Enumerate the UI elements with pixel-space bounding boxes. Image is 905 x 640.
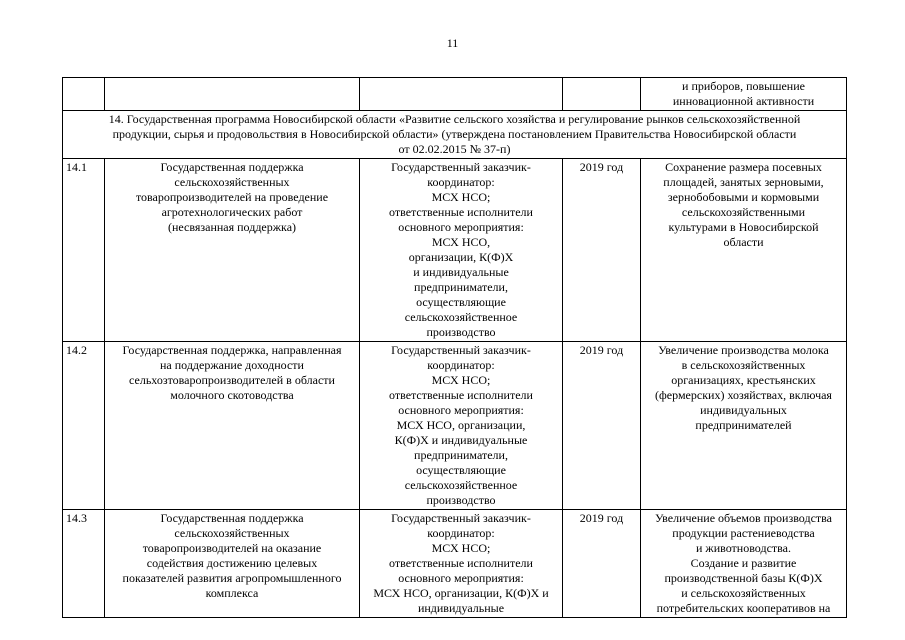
activity-name: Государственная поддержка сельскохозяйственных товаропроизводителей на оказание содействия достижению целевых показателей развития агропромышленного комплекса	[105, 510, 360, 618]
activity-name: Государственная поддержка, направленная на поддержание доходности сельхозтоваропроизводителей в области молочного скотоводства	[105, 342, 360, 510]
name-cell	[105, 78, 360, 111]
executor: Государственный заказчик- координатор: МСХ НСО; ответственные исполнители основного мероприятия: МСХ НСО, организации, К(Ф)Х и индивидуальные предприниматели, осуществляющие сельскохозяйственное производство	[360, 159, 563, 342]
row-number: 14.3	[63, 510, 105, 618]
result-cell: и приборов, повышение инновационной активности	[641, 78, 847, 111]
year: 2019 год	[563, 159, 641, 342]
expected-result: Увеличение производства молока в сельскохозяйственных организациях, крестьянских (фермерских) хозяйствах, включая индивидуальных предпринимателей	[641, 342, 847, 510]
program-header-row	[63, 111, 847, 159]
program-title: 14. Государственная программа Новосибирской области «Развитие сельского хозяйства и регулирование рынков сельскохозяйственной продукции, сырья и продовольствия в Новосибирской области» (утверждена постановлением Правительства Новосибирской области от 02.02.2015 № 37-п)	[63, 111, 847, 159]
row-number: 14.2	[63, 342, 105, 510]
program-table	[62, 77, 847, 618]
num-cell	[63, 78, 105, 111]
year-cell	[563, 78, 641, 111]
executor-cell	[360, 78, 563, 111]
table-row-continued	[63, 78, 847, 111]
year: 2019 год	[563, 342, 641, 510]
table-row	[63, 159, 847, 342]
page-number: 11	[446, 36, 459, 50]
row-number: 14.1	[63, 159, 105, 342]
executor: Государственный заказчик- координатор: МСХ НСО; ответственные исполнители основного мероприятия: МСХ НСО, организации, К(Ф)Х и индивидуальные предприниматели, осуществляющие сельскохозяйственное производство	[360, 342, 563, 510]
activity-name: Государственная поддержка сельскохозяйственных товаропроизводителей на проведение агротехнологических работ (несвязанная поддержка)	[105, 159, 360, 342]
executor: Государственный заказчик- координатор: МСХ НСО; ответственные исполнители основного мероприятия: МСХ НСО, организации, К(Ф)Х и индивидуальные	[360, 510, 563, 618]
table-row	[63, 342, 847, 510]
year: 2019 год	[563, 510, 641, 618]
expected-result: Сохранение размера посевных площадей, занятых зерновыми, зернобобовыми и кормовыми сельскохозяйственными культурами в Новосибирской области	[641, 159, 847, 342]
expected-result: Увеличение объемов производства продукции растениеводства и животноводства. Создание и развитие производственной базы К(Ф)Х и сельскохозяйственных потребительских кооперативов на	[641, 510, 847, 618]
table-row	[63, 510, 847, 618]
